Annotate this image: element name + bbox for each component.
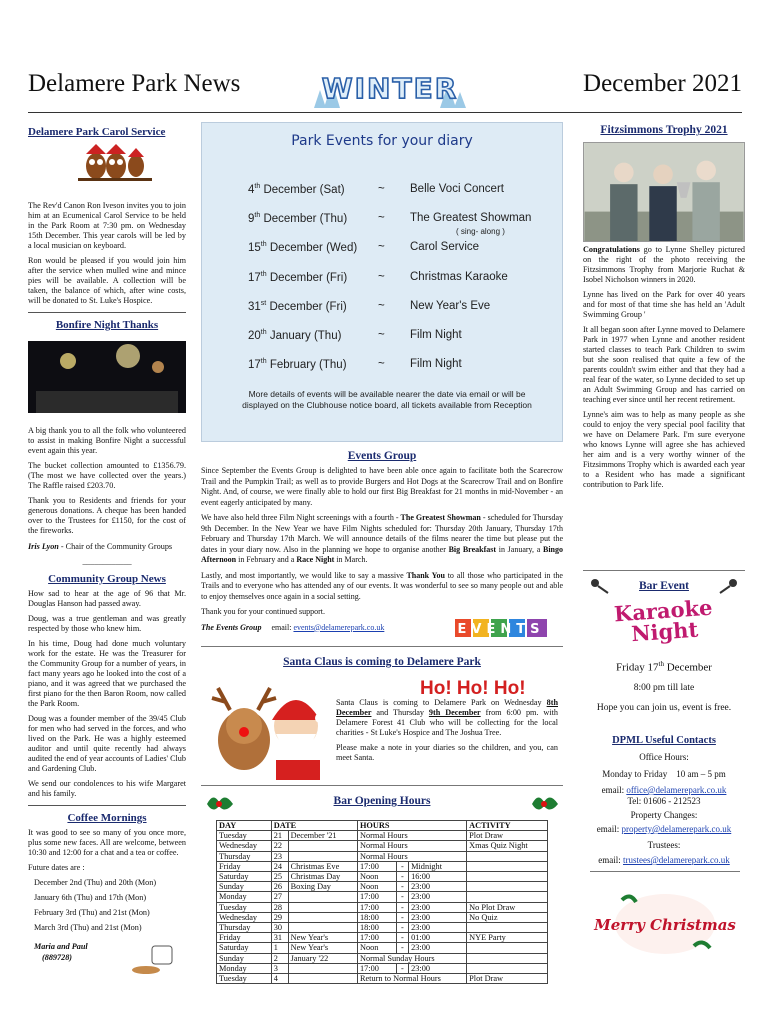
bar-cell-hours-from: Noon bbox=[357, 943, 396, 953]
bar-cell-date: 29 bbox=[271, 912, 288, 922]
bar-hours-row bbox=[217, 902, 548, 912]
diary-date: 15th December (Wed) bbox=[248, 241, 358, 254]
bar-cell-hours-to: 16:00 bbox=[409, 872, 467, 882]
bar-cell-date: 21 bbox=[271, 831, 288, 841]
dpml-trustees-email-line: email: trustees@delamerepark.co.uk bbox=[598, 855, 730, 865]
bar-cell-date: 4 bbox=[271, 974, 288, 984]
bar-hours-title: Bar Opening Hours bbox=[333, 795, 431, 807]
coffee-sign-names: Maria and Paul bbox=[34, 942, 88, 951]
diary-note: More details of events will be available nearer the date via email or will be displayed on the Clubhouse notice board, all tickets available from Reception bbox=[242, 389, 532, 410]
santa-reindeer-illustration bbox=[206, 680, 332, 780]
bar-cell-day: Tuesday bbox=[217, 831, 272, 841]
coffee-date: February 3rd (Thu) and 21st (Mon) bbox=[34, 908, 150, 917]
bar-cell-occasion bbox=[288, 923, 357, 933]
divider bbox=[583, 570, 745, 571]
community-p1: How sad to hear at the age of 96 that Mr. Douglas Hanson had passed away. bbox=[28, 589, 186, 608]
diary-date: 17th February (Thu) bbox=[248, 358, 347, 371]
bar-cell-hours-dash: - bbox=[396, 933, 409, 943]
office-email-link[interactable]: office@delamerepark.co.uk bbox=[626, 785, 727, 795]
bar-cell-hours-from: Return to Normal Hours bbox=[357, 974, 466, 984]
events-group-p1: Since September the Events Group is delighted to have been able once again to facilitate both the Scarecrow Trail and the Pumpkin Trail; as well as to provide Burgers and Hot Dogs at the Scarecrow Trail and on Bonfire Night. And, of course, we were finally able to hold our first Big Breakfast for 21 months in mid-November - an event eagerly anticipated by many. bbox=[201, 466, 563, 507]
bar-cell-day: Monday bbox=[217, 963, 272, 973]
bar-cell-hours-to: 23:00 bbox=[409, 923, 467, 933]
bar-cell-day: Saturday bbox=[217, 872, 272, 882]
bonfire-signature bbox=[28, 542, 186, 552]
trophy-photo bbox=[583, 142, 745, 242]
bar-cell-hours-to: 23:00 bbox=[409, 882, 467, 892]
bar-cell-hours-from: 18:00 bbox=[357, 923, 396, 933]
events-group-p4: Thank you for your continued support. bbox=[201, 607, 325, 616]
bar-event-title: Bar Event bbox=[639, 580, 689, 592]
bar-hours-row bbox=[217, 963, 548, 973]
community-p3: In his time, Doug had done much voluntary work for the estate. He was the Treasurer for the Community Group for a number of years, in fact many years ago he looked into the cost of a piano, and it was agreed that we purchased the first piano for the then Baron Room, now called the Park Room. bbox=[28, 639, 186, 708]
bar-hours-table bbox=[216, 820, 548, 984]
community-title: Community Group News bbox=[48, 573, 166, 585]
bar-cell-occasion: Boxing Day bbox=[288, 882, 357, 892]
left-column bbox=[28, 122, 186, 978]
diary-event: The Greatest Showman bbox=[410, 212, 532, 224]
bar-cell-date: 3 bbox=[271, 963, 288, 973]
coffee-date: January 6th (Thu) and 17th (Mon) bbox=[34, 893, 147, 902]
events-badge bbox=[454, 618, 548, 638]
bar-cell-occasion: Christmas Eve bbox=[288, 861, 357, 871]
bar-cell-hours-from: 17:00 bbox=[357, 892, 396, 902]
bonfire-p1: A big thank you to all the folk who volunteered to assist in making Bonfire Night a successful event again this year. bbox=[28, 426, 186, 455]
diary-date: 4th December (Sat) bbox=[248, 183, 345, 196]
diary-date: 9th December (Thu) bbox=[248, 212, 348, 225]
bar-cell-activity: Plot Draw bbox=[467, 831, 548, 841]
bar-col-header: ACTIVITY bbox=[467, 821, 548, 831]
bar-cell-activity bbox=[467, 923, 548, 933]
property-email-link[interactable]: property@delamerepark.co.uk bbox=[621, 824, 732, 834]
diary-separator: ~ bbox=[378, 300, 385, 312]
bar-cell-date: 25 bbox=[271, 872, 288, 882]
bar-hours-row bbox=[217, 882, 548, 892]
bar-cell-hours-from: Noon bbox=[357, 882, 396, 892]
bar-cell-date: 23 bbox=[271, 851, 288, 861]
bar-hours-row bbox=[217, 912, 548, 922]
bar-cell-day: Wednesday bbox=[217, 841, 272, 851]
bar-cell-hours-from: 17:00 bbox=[357, 963, 396, 973]
bar-col-header: DATE bbox=[271, 821, 357, 831]
events-badge-text: EVENTS bbox=[457, 622, 545, 637]
santa-title: Santa Claus is coming to Delamere Park bbox=[283, 656, 481, 668]
bar-cell-date: 26 bbox=[271, 882, 288, 892]
bar-cell-date: 28 bbox=[271, 902, 288, 912]
diary-event: Carol Service bbox=[410, 241, 480, 253]
diary-event: Film Night bbox=[410, 358, 462, 370]
bar-cell-day: Monday bbox=[217, 892, 272, 902]
fitz-p3: It all began soon after Lynne moved to Delamere Park in 1977 when Lynne and another resident started classes to teach Park Children to swim but she soon realised that quite a few of the parents couldn't swim either and that they had a real fear of the water, so Lynne decided to set up an Adult Swimming Group and has carried on teaching ever since until her recent retirement. bbox=[583, 325, 745, 404]
bar-cell-occasion bbox=[288, 912, 357, 922]
bar-hours-row bbox=[217, 943, 548, 953]
diary-separator: ~ bbox=[378, 183, 385, 195]
bonfire-title: Bonfire Night Thanks bbox=[55, 319, 159, 331]
bar-cell-activity bbox=[467, 963, 548, 973]
bonfire-sign-name: Iris Lyon bbox=[28, 542, 59, 551]
bar-cell-date: 27 bbox=[271, 892, 288, 902]
bar-cell-date: 22 bbox=[271, 841, 288, 851]
masthead-title: Delamere Park News bbox=[28, 70, 241, 97]
bar-cell-hours-dash: - bbox=[396, 861, 409, 871]
events-diary-title: Park Events for your diary bbox=[291, 133, 473, 149]
bar-cell-hours-dash: - bbox=[396, 912, 409, 922]
bar-hours-row bbox=[217, 872, 548, 882]
bar-cell-hours-dash: - bbox=[396, 872, 409, 882]
dpml-property-label: Property Changes: bbox=[630, 810, 698, 820]
community-p2: Doug, was a true gentleman and was greatly respected by those who knew him. bbox=[28, 614, 186, 633]
bar-cell-date: 30 bbox=[271, 923, 288, 933]
coffee-date: December 2nd (Thu) and 20th (Mon) bbox=[34, 878, 157, 887]
bar-cell-hours-to: 23:00 bbox=[409, 943, 467, 953]
bar-cell-day: Thursday bbox=[217, 851, 272, 861]
carol-p2: Ron would be pleased if you would join him after the service when mulled wine and mince pies will be available. A collection will be taken, the balance of which, after wine costs, will be donated to St. Luke's Hospice. bbox=[28, 256, 186, 305]
fitz-text bbox=[583, 245, 745, 495]
bar-cell-date: 1 bbox=[271, 943, 288, 953]
diary-date: 20th January (Thu) bbox=[248, 329, 342, 342]
diary-event: Film Night bbox=[410, 329, 462, 341]
bar-hours-row bbox=[217, 892, 548, 902]
diary-singalong: ( sing- along ) bbox=[456, 227, 505, 236]
dpml-property-email-line: email: property@delamerepark.co.uk bbox=[596, 824, 732, 834]
fitz-p4: Lynne's aim was to help as many people as she could to enjoy the very special pool facility that we have on Delamere Park. I'm sure everyone who knows Lynne will agree she has achieved her aim and is a very worthy winner of the Fitzsimmons Trophy which is awarded each year to a Resident who has made a significant contribution to Park life. bbox=[583, 410, 745, 489]
bar-col-header: DAY bbox=[217, 821, 272, 831]
dpml-hours: Monday to Friday 10 am – 5 pm bbox=[602, 769, 726, 779]
divider bbox=[590, 871, 740, 872]
events-diary-box bbox=[201, 122, 563, 442]
diary-separator: ~ bbox=[378, 241, 385, 253]
bar-hours-row bbox=[217, 841, 548, 851]
bar-cell-day: Tuesday bbox=[217, 902, 272, 912]
trustees-email-link[interactable]: trustees@delamerepark.co.uk bbox=[623, 855, 730, 865]
bar-cell-occasion bbox=[288, 851, 357, 861]
coffee-signature-area bbox=[28, 938, 186, 978]
bar-cell-date: 31 bbox=[271, 933, 288, 943]
bonfire-sign-role: - Chair of the Community Groups bbox=[58, 542, 173, 551]
bar-cell-hours-from: Noon bbox=[357, 872, 396, 882]
coffee-cup-icon bbox=[128, 938, 182, 976]
diary-separator: ~ bbox=[378, 271, 385, 283]
bonfire-p2: The bucket collection amounted to £1356.79. (The most we have collected over the years.) The Raffle raised £203.70. bbox=[28, 461, 186, 490]
divider bbox=[201, 646, 563, 647]
bar-cell-hours-dash: - bbox=[396, 902, 409, 912]
bar-cell-hours-to: Midnight bbox=[409, 861, 467, 871]
bar-cell-activity bbox=[467, 892, 548, 902]
bar-cell-activity bbox=[467, 861, 548, 871]
merry-christmas-graphic bbox=[594, 888, 736, 958]
bar-cell-activity bbox=[467, 872, 548, 882]
bar-hours-row bbox=[217, 923, 548, 933]
bar-cell-occasion: January '22 bbox=[288, 953, 357, 963]
bar-cell-activity bbox=[467, 851, 548, 861]
bar-cell-day: Saturday bbox=[217, 943, 272, 953]
masthead-date: December 2021 bbox=[583, 70, 742, 97]
bar-cell-hours-to: 23:00 bbox=[409, 892, 467, 902]
bar-cell-activity: No Quiz bbox=[467, 912, 548, 922]
bar-cell-occasion: Christmas Day bbox=[288, 872, 357, 882]
bar-cell-occasion bbox=[288, 902, 357, 912]
coffee-date: March 3rd (Thu) and 21st (Mon) bbox=[34, 923, 142, 932]
diary-date: 31st December (Fri) bbox=[248, 300, 347, 313]
bar-header-row bbox=[217, 821, 548, 831]
bar-cell-hours-dash: - bbox=[396, 882, 409, 892]
bar-cell-hours-dash: - bbox=[396, 943, 409, 953]
bar-hours-row bbox=[217, 953, 548, 963]
holly-left-icon bbox=[205, 790, 235, 816]
bar-cell-hours-to: 23:00 bbox=[409, 902, 467, 912]
dpml-trustees-label: Trustees: bbox=[647, 840, 681, 850]
dpml-tel: Tel: 01606 - 212523 bbox=[627, 796, 701, 806]
bar-cell-hours-from: Normal Hours bbox=[357, 841, 466, 851]
bar-cell-date: 24 bbox=[271, 861, 288, 871]
coffee-sign-phone: (889728) bbox=[42, 953, 73, 962]
bar-cell-day: Thursday bbox=[217, 923, 272, 933]
hohoho-banner: Ho! Ho! Ho! bbox=[420, 678, 526, 699]
dpml-office-label: Office Hours: bbox=[639, 752, 689, 762]
bar-hours-body bbox=[217, 831, 548, 984]
dpml-title: DPML Useful Contacts bbox=[612, 735, 716, 746]
coffee-future: Future dates are : bbox=[28, 863, 85, 872]
bar-cell-hours-from: Normal Hours bbox=[357, 831, 466, 841]
bonfire-photo bbox=[28, 341, 186, 413]
bonfire-p3: Thank you to Residents and friends for your generous donations. A cheque has been handed over to the Trustees for £1150, for the cost of the fireworks. bbox=[28, 496, 186, 535]
bar-cell-hours-to: 23:00 bbox=[409, 963, 467, 973]
diary-event: New Year's Eve bbox=[410, 300, 491, 312]
santa-p2: Please make a note in your diaries so the children, and you, can meet Santa. bbox=[336, 743, 558, 762]
carol-title: Delamere Park Carol Service bbox=[28, 126, 166, 138]
bar-event-hope: Hope you can join us, event is free. bbox=[596, 703, 732, 713]
microphone-right-icon bbox=[718, 578, 738, 594]
bar-cell-hours-from: 18:00 bbox=[357, 912, 396, 922]
fitz-p1: Congratulations go to Lynne Shelley pictured on the right of the photo receiving the Fitzsimmons Trophy from Marjorie Ruchat & Isobel Nicholson winners in 2020. bbox=[583, 245, 745, 284]
diary-separator: ~ bbox=[378, 329, 385, 341]
holly-right-icon bbox=[530, 790, 560, 816]
bar-cell-activity bbox=[467, 953, 548, 963]
bar-cell-activity bbox=[467, 882, 548, 892]
diary-separator: ~ bbox=[378, 212, 385, 224]
community-p4: Doug was a founder member of the 39/45 Club for men who had served in the forces, and who lived on the Park. He was a highly esteemed auditor and until quite recently had always audited the end of year accounts of Ladies' Club and Gardening Club. bbox=[28, 714, 186, 773]
bar-hours-row bbox=[217, 861, 548, 871]
events-group-p2: We have also held three Film Night screenings with a fourth - The Greatest Showman - scheduled for Thursday 9th December. In the New Year we have Film Nights scheduled for: Thursday 20th January, Thursday 17th February and Thursday 17th March. We will announce details of the films nearer the time but please put the dates in your diary now. Also in the planning we hope to organise another Big Breakfast in January, a Bingo Afternoon in February and a Race Night in March. bbox=[201, 513, 563, 564]
masthead-rule bbox=[28, 112, 742, 113]
bar-cell-occasion bbox=[288, 974, 357, 984]
bar-cell-hours-from: 17:00 bbox=[357, 902, 396, 912]
events-email-link[interactable]: events@delamerepark.co.uk bbox=[293, 622, 385, 632]
events-group-p3: Lastly, and most importantly, we would like to say a massive Thank You to all those who participated in the Trails and to everyone who has attended any of our events. It was wonderful to see so many people out and able to enjoy themselves once again in a social setting. bbox=[201, 570, 563, 601]
bar-col-header: HOURS bbox=[357, 821, 466, 831]
santa-p1: Santa Claus is coming to Delamere Park on Wednesday 8th December and Thursday 9th December from 6:00 pm. with Delamere Forest 41 Club who will be collecting for the local charities - St Luke's Hospice and The Joshua Tree. bbox=[336, 698, 558, 737]
bar-cell-hours-to: 23:00 bbox=[409, 912, 467, 922]
bonfire-rule: ____________ bbox=[82, 557, 132, 566]
fitz-p2: Lynne has lived on the Park for over 40 years and for most of that time she has held an 'Adult Swimming Group ' bbox=[583, 290, 745, 319]
bar-cell-hours-from: Normal Hours bbox=[357, 851, 466, 861]
bar-cell-hours-from: 17:00 bbox=[357, 861, 396, 871]
bar-cell-occasion: December '21 bbox=[288, 831, 357, 841]
bar-cell-occasion bbox=[288, 841, 357, 851]
bar-cell-occasion: New Year's bbox=[288, 943, 357, 953]
bar-cell-activity: No Plot Draw bbox=[467, 902, 548, 912]
merry-christmas-text: Merry Christmas bbox=[594, 916, 736, 934]
bar-cell-day: Sunday bbox=[217, 882, 272, 892]
bar-cell-hours-dash: - bbox=[396, 963, 409, 973]
winter-logo-text: WINTER bbox=[321, 72, 459, 105]
diary-separator: ~ bbox=[378, 358, 385, 370]
bar-cell-occasion bbox=[288, 892, 357, 902]
bar-event-time: 8:00 pm till late bbox=[633, 683, 695, 693]
carol-p1: The Rev'd Canon Ron Iveson invites you to join him at an Ecumenical Carol Service to be held in the Park Room at 7:30 pm. on Wednesday 15th December. This year carols will be led by a local musician on keyboard. bbox=[28, 201, 186, 250]
bar-cell-occasion: New Year's bbox=[288, 933, 357, 943]
divider bbox=[28, 805, 186, 806]
events-group-title: Events Group bbox=[347, 450, 417, 462]
events-group-body bbox=[201, 466, 563, 638]
bar-cell-hours-from: Normal Sunday Hours bbox=[357, 953, 466, 963]
bar-cell-hours-to: 01:00 bbox=[409, 933, 467, 943]
bar-cell-activity: NYE Party bbox=[467, 933, 548, 943]
karaoke-night-logo: Karaoke Night bbox=[613, 594, 714, 647]
bar-cell-day: Sunday bbox=[217, 953, 272, 963]
divider bbox=[201, 785, 563, 786]
bar-cell-activity: Xmas Quiz Night bbox=[467, 841, 548, 851]
diary-event: Belle Voci Concert bbox=[410, 183, 504, 195]
coffee-title: Coffee Mornings bbox=[67, 812, 147, 824]
events-group-signature: The Events Group email: events@delamerepark.co.uk bbox=[201, 622, 385, 632]
microphone-left-icon bbox=[590, 578, 610, 594]
bar-hours-row bbox=[217, 933, 548, 943]
coffee-p1: It was good to see so many of you once more, plus some new faces. All are welcome, between 10:30 and 12:00 for a chat and a tea or coffee. bbox=[28, 828, 186, 857]
santa-text bbox=[336, 698, 558, 763]
winter-logo bbox=[310, 64, 470, 112]
bar-cell-day: Friday bbox=[217, 861, 272, 871]
bar-cell-day: Tuesday bbox=[217, 974, 272, 984]
bar-cell-date: 2 bbox=[271, 953, 288, 963]
bar-hours-row bbox=[217, 851, 548, 861]
bar-cell-day: Wednesday bbox=[217, 912, 272, 922]
bar-hours-row bbox=[217, 974, 548, 984]
divider bbox=[28, 312, 186, 313]
bar-hours-row bbox=[217, 831, 548, 841]
community-p5: We send our condolences to his wife Margaret and his family. bbox=[28, 779, 186, 798]
bar-cell-activity bbox=[467, 943, 548, 953]
bar-cell-occasion bbox=[288, 963, 357, 973]
bar-event-date: Friday 17th December bbox=[616, 660, 712, 674]
bar-cell-hours-from: 17:00 bbox=[357, 933, 396, 943]
dpml-office-email-line: email: office@delamerepark.co.uk bbox=[601, 785, 727, 795]
bar-cell-hours-dash: - bbox=[396, 923, 409, 933]
bar-cell-day: Friday bbox=[217, 933, 272, 943]
diary-date: 17th December (Fri) bbox=[248, 271, 348, 284]
diary-event: Christmas Karaoke bbox=[410, 271, 508, 283]
owls-illustration bbox=[28, 142, 186, 182]
bar-cell-activity: Plot Draw bbox=[467, 974, 548, 984]
fitz-title: Fitzsimmons Trophy 2021 bbox=[600, 124, 728, 136]
bar-cell-hours-dash: - bbox=[396, 892, 409, 902]
